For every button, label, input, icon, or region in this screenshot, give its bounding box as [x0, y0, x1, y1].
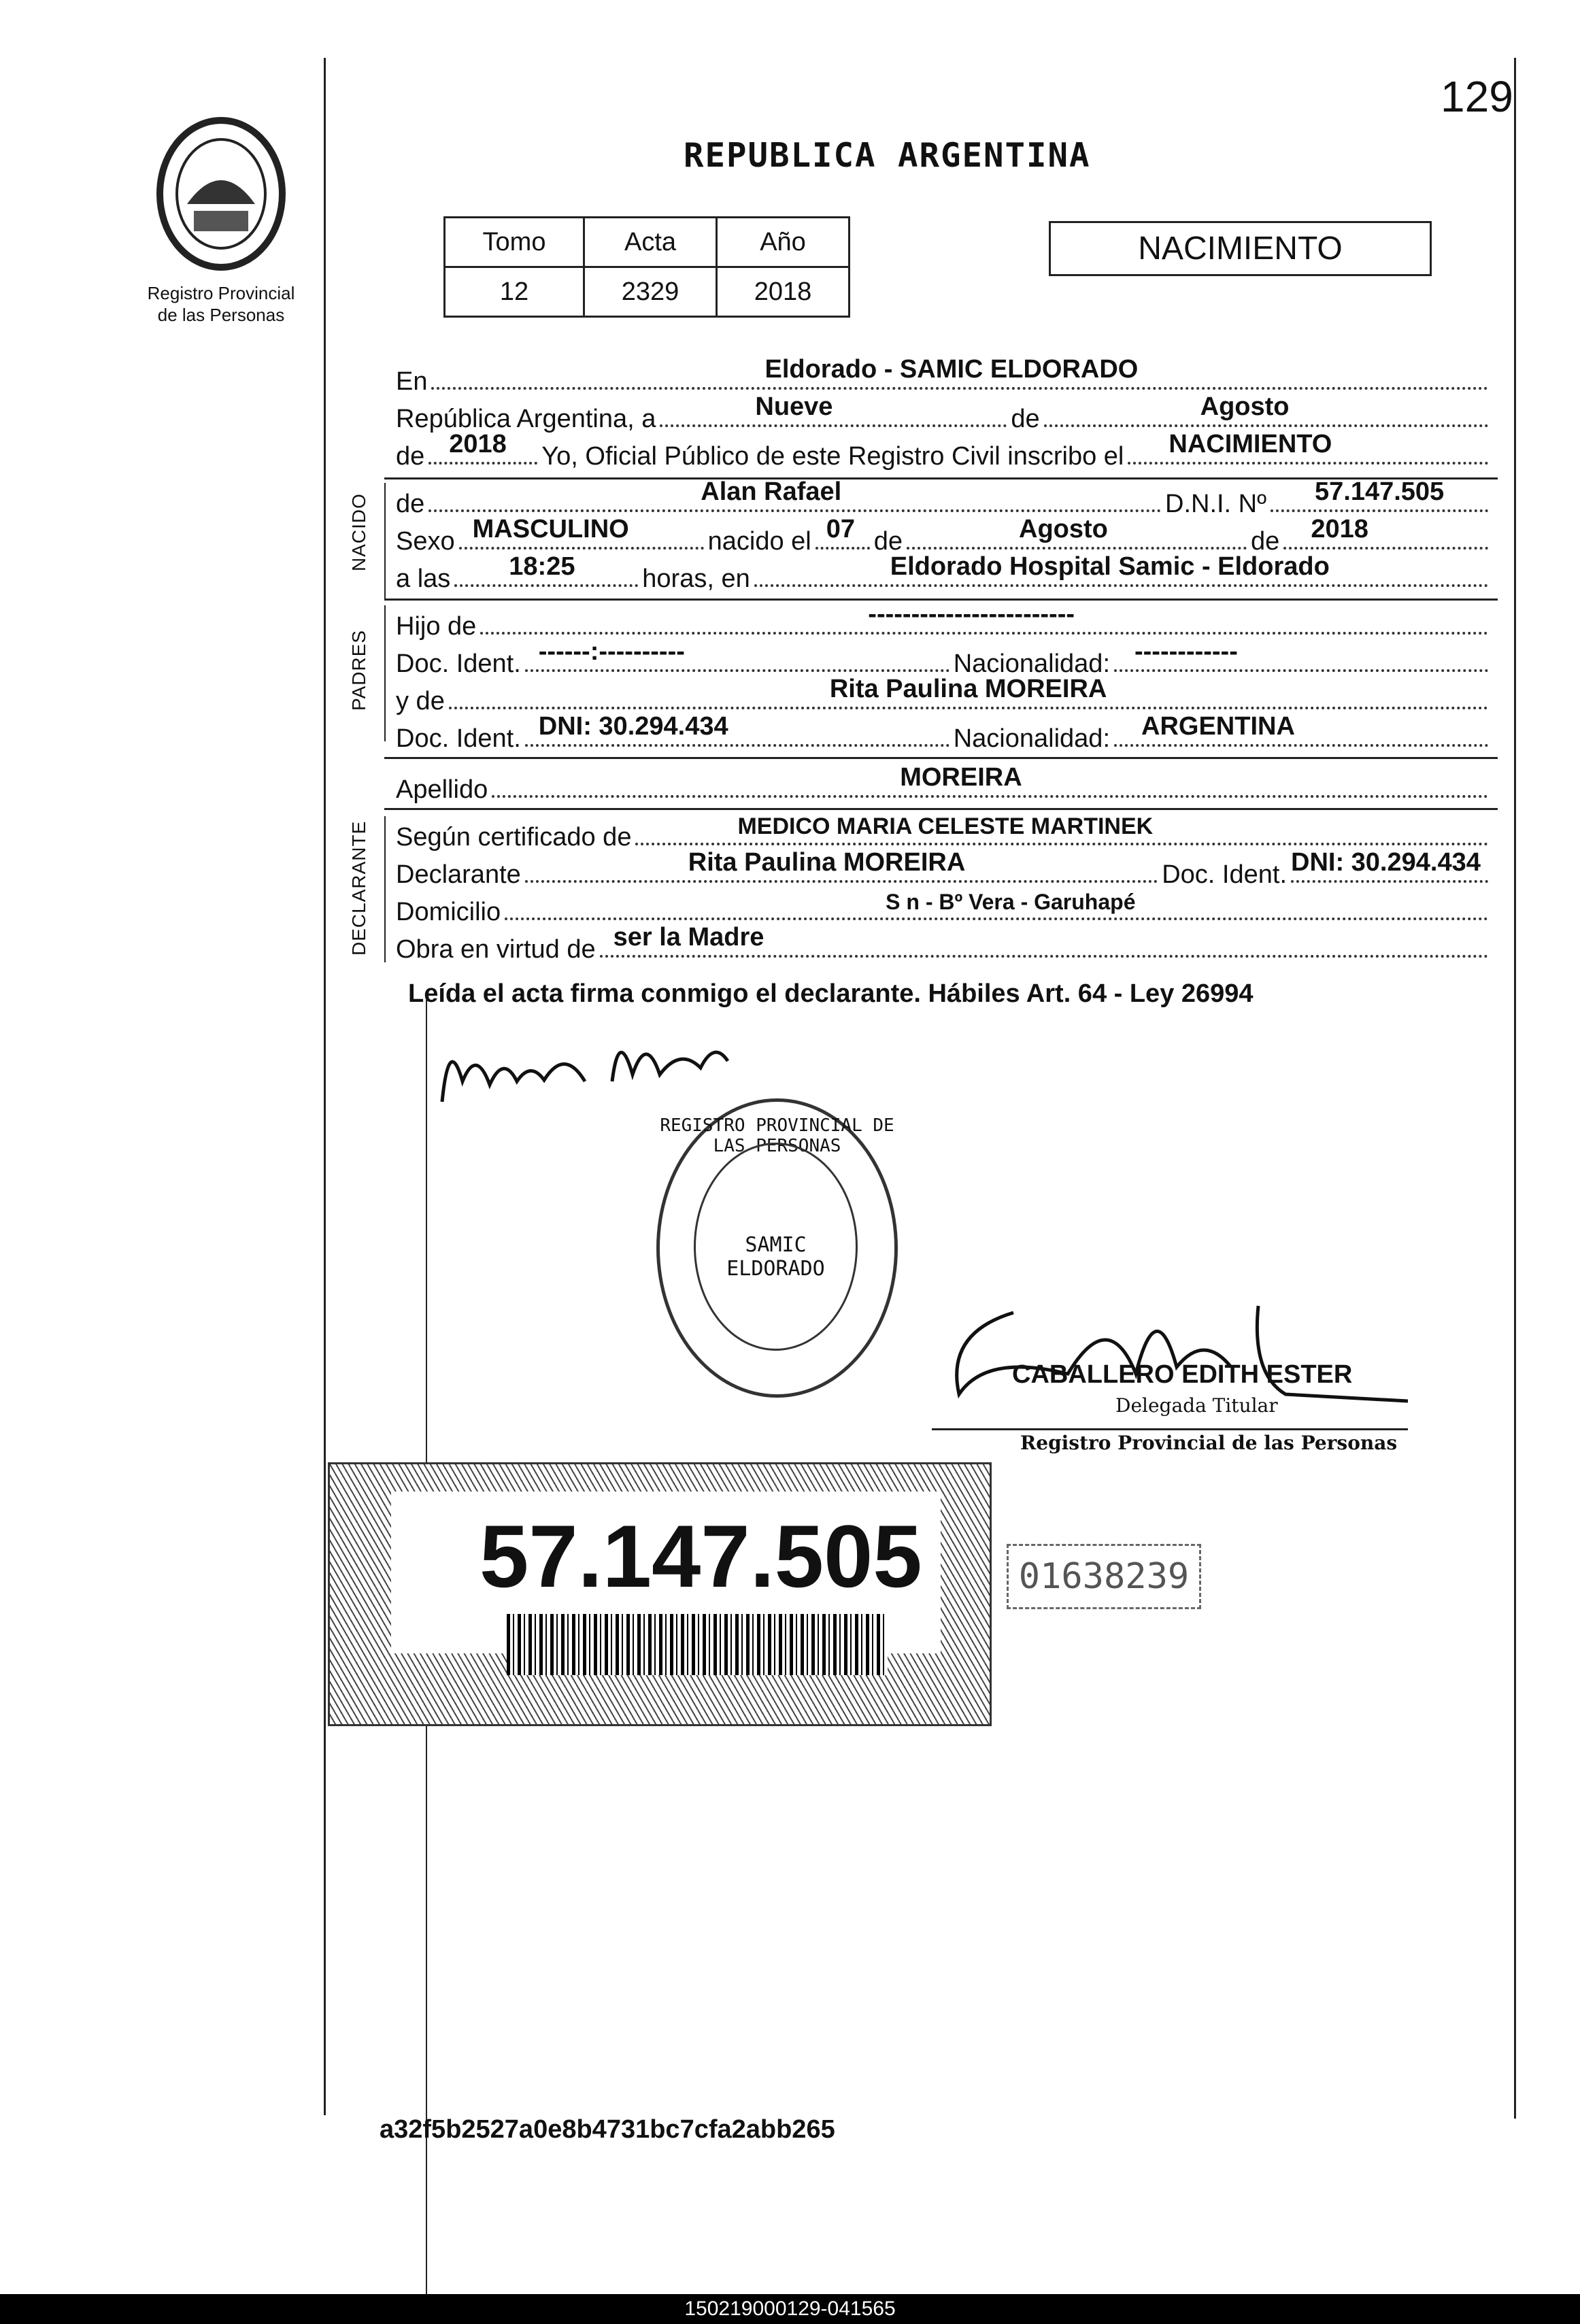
act-type-box: NACIMIENTO [1049, 221, 1432, 276]
row-name [396, 477, 1492, 519]
sticker-number: 57.147.505 [480, 1506, 922, 1606]
value-nacido-month: Agosto [1019, 515, 1108, 543]
value-nac1: ------------ [1134, 637, 1238, 666]
value-anio: 2018 [717, 267, 850, 317]
row-oficial [396, 430, 1492, 471]
logo-caption-line2: de las Personas [157, 305, 285, 325]
label-republica: República Argentina, a [396, 405, 656, 433]
label-hijo: Hijo de [396, 612, 477, 641]
side-label-nacido: NACIDO [348, 493, 369, 571]
row-declarante [396, 848, 1492, 890]
official-office: Registro Provincial de las Personas [1020, 1432, 1398, 1454]
value-en: Eldorado - SAMIC ELDORADO [764, 355, 1139, 384]
row-en [396, 355, 1492, 397]
value-nacido-day: 07 [826, 515, 856, 543]
label-doc2: Doc. Ident. [396, 724, 521, 753]
header-acta: Acta [584, 218, 717, 267]
label-horas-en: horas, en [642, 565, 750, 593]
row-hora [396, 552, 1492, 594]
label-doc3: Doc. Ident. [1162, 860, 1287, 889]
official-name: CABALLERO EDITH ESTER [1012, 1360, 1353, 1389]
seal-inner-text: SAMIC ELDORADO [726, 1233, 825, 1281]
signature-line [932, 1428, 1408, 1430]
label-apellido: Apellido [396, 775, 488, 804]
label-declarante: Declarante [396, 860, 521, 889]
label-year-de: de [396, 442, 425, 471]
label-domicilio: Domicilio [396, 898, 501, 926]
row-sexo [396, 515, 1492, 556]
value-nac2: ARGENTINA [1141, 712, 1295, 741]
label-nac2: Nacionalidad: [953, 724, 1110, 753]
value-acta: 2329 [584, 267, 717, 317]
label-nacido: nacido el [707, 527, 811, 556]
padres-bracket [384, 605, 386, 741]
value-doc2: DNI: 30.294.434 [538, 712, 728, 741]
value-day: Nueve [755, 392, 833, 421]
label-certificado: Según certificado de [396, 823, 632, 852]
id-sticker [328, 1462, 992, 1726]
value-inscribo: NACIMIENTO [1169, 430, 1332, 458]
value-madre: Rita Paulina MOREIRA [829, 675, 1107, 703]
stamp-number: 01638239 [1007, 1544, 1201, 1609]
label-obra: Obra en virtud de [396, 935, 596, 964]
page-number: 129 [1441, 72, 1513, 121]
value-month: Agosto [1200, 392, 1290, 421]
value-declarante: Rita Paulina MOREIRA [688, 848, 966, 877]
divider-3 [384, 757, 1498, 759]
label-de: de [1011, 405, 1040, 433]
label-nac1: Nacionalidad: [953, 650, 1110, 678]
row-hijo [396, 600, 1492, 641]
header-tomo: Tomo [445, 218, 584, 267]
logo-caption-line1: Registro Provincial [147, 283, 295, 303]
page-title: REPUBLICA ARGENTINA [684, 136, 1091, 175]
value-doc3: DNI: 30.294.434 [1291, 848, 1481, 877]
value-doc1: ------:---------- [538, 637, 685, 666]
provincia-de-misiones-seal-icon [139, 116, 303, 272]
label-nacido-de: de [873, 527, 903, 556]
value-tomo: 12 [445, 267, 584, 317]
divider-4 [384, 808, 1498, 810]
row-certificado [396, 813, 1492, 852]
row-date [396, 392, 1492, 434]
header-anio: Año [717, 218, 850, 267]
label-doc1: Doc. Ident. [396, 650, 521, 678]
value-certificado: MEDICO MARIA CELESTE MARTINEK [737, 813, 1154, 839]
row-domicilio [396, 890, 1492, 927]
label-nacido-de2: de [1251, 527, 1280, 556]
row-apellido [396, 763, 1492, 805]
side-label-padres: PADRES [348, 629, 369, 711]
official-seal [656, 1098, 898, 1398]
value-name: Alan Rafael [701, 477, 842, 506]
declarante-bracket [384, 816, 386, 962]
label-sexo: Sexo [396, 527, 455, 556]
value-lugar: Eldorado Hospital Samic - Eldorado [890, 552, 1330, 581]
closing-statement: Leída el acta firma conmigo el declarante. Hábiles Art. 64 - Ley 26994 [408, 979, 1254, 1008]
label-hora: a las [396, 565, 451, 593]
barcode [507, 1614, 888, 1675]
label-name-de: de [396, 490, 425, 518]
value-domicilio: S n - Bº Vera - Garuhapé [886, 890, 1136, 914]
document-hash: a32f5b2527a0e8b4731bc7cfa2abb265 [380, 2115, 835, 2144]
row-obra [396, 923, 1492, 964]
declarant-signature [435, 1020, 735, 1115]
value-dni: 57.147.505 [1315, 477, 1445, 506]
row-madre [396, 675, 1492, 716]
registry-logo [122, 116, 320, 326]
value-sexo: MASCULINO [472, 515, 629, 543]
side-label-declarante: DECLARANTE [348, 820, 369, 956]
label-y-de: y de [396, 687, 445, 715]
nacido-bracket [384, 483, 386, 599]
footer-code: 150219000129-041565 [0, 2294, 1580, 2324]
left-margin-line [324, 58, 326, 2115]
row-doc1 [396, 637, 1492, 679]
value-year: 2018 [449, 430, 507, 458]
row-doc2 [396, 712, 1492, 754]
label-en: En [396, 367, 428, 396]
registry-table [443, 216, 850, 318]
right-margin-line [1514, 58, 1516, 2119]
oficial-text: Yo, Oficial Público de este Registro Civil inscribo el [541, 442, 1124, 471]
seal-outer-text: REGISTRO PROVINCIAL DE LAS PERSONAS [660, 1115, 894, 1156]
value-hora: 18:25 [509, 552, 575, 581]
official-role: Delegada Titular [1115, 1394, 1278, 1417]
value-obra: ser la Madre [613, 923, 764, 952]
value-apellido: MOREIRA [900, 763, 1022, 792]
value-nacido-year: 2018 [1311, 515, 1368, 543]
value-hijo: ------------------------ [868, 600, 1075, 628]
label-dni: D.N.I. Nº [1165, 490, 1266, 518]
